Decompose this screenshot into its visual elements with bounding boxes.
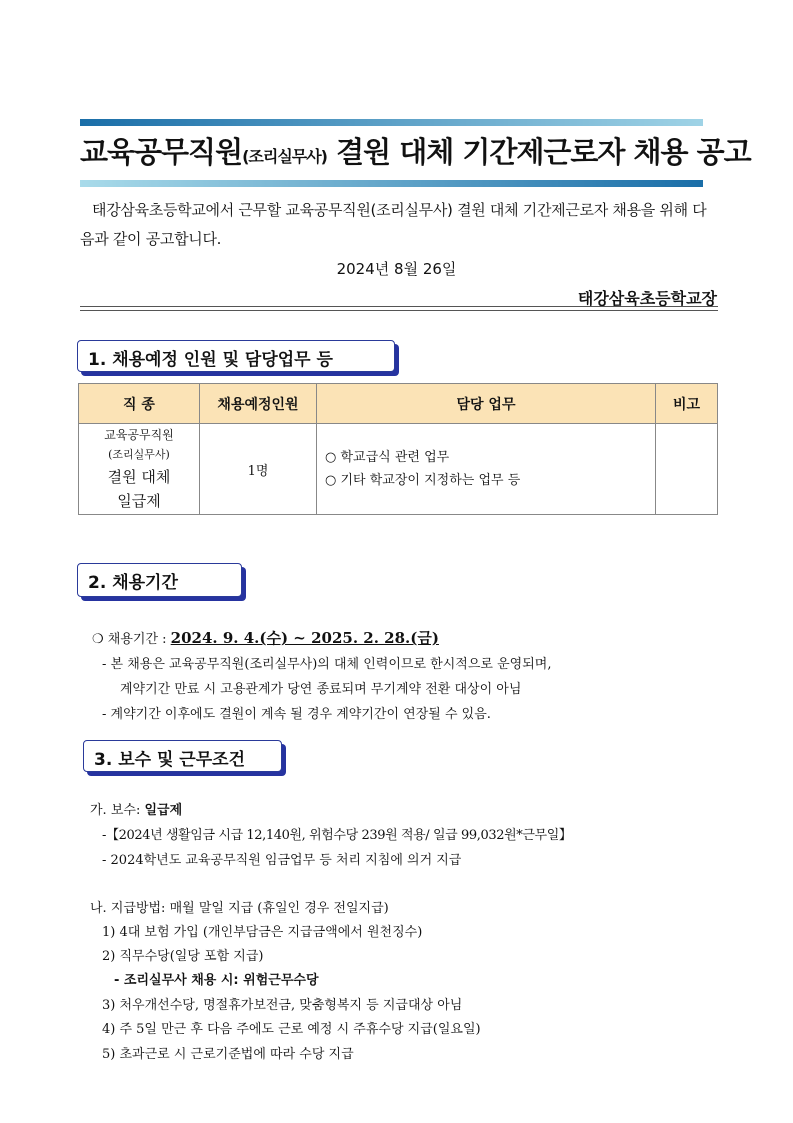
- condition-item: 5) 초과근로 시 근로기준법에 따라 수당 지급: [102, 1047, 354, 1062]
- pay-label: 가. 보수:: [90, 803, 145, 818]
- period-note: 계약기간 만료 시 고용관계가 당연 종료되며 무기계약 전환 대상이 아님: [120, 682, 522, 697]
- col-duties: 담당 업무: [317, 384, 656, 424]
- title-rest: 결원 대체 기간제근로자 채용 공고: [327, 135, 751, 169]
- job-line4: 일급제: [117, 492, 161, 510]
- condition-item: 2) 직무수당(일당 포함 지급): [102, 949, 264, 964]
- col-count: 채용예정인원: [200, 384, 317, 424]
- page-title: [80, 130, 751, 171]
- title-main: 교육공무직원: [80, 135, 243, 169]
- employment-period: [92, 627, 439, 648]
- section2-heading: 2. 채용기간: [77, 563, 242, 597]
- condition-item: 1) 4대 보험 가입 (개인부담금은 지급금액에서 원천징수): [102, 925, 423, 940]
- issuer: 태강삼육초등학교장: [577, 289, 717, 308]
- intro-text: 태강삼육초등학교에서 근무할 교육공무직원(조리실무사) 결원 대체 기간제근로자 채용을 위해 다음과 같이 공고합니다.: [80, 201, 707, 248]
- col-note: 비고: [656, 384, 718, 424]
- count-cell: 1명: [200, 424, 317, 515]
- pay-line: -【2024년 생활임금 시급 12,140원, 위험수당 239원 적용/ 일급 99,032원*근무일】: [102, 828, 572, 843]
- pay-line: - 2024학년도 교육공무직원 임금업무 등 처리 지침에 의거 지급: [102, 853, 462, 868]
- job-line2: (조리실무사): [108, 448, 170, 461]
- pay-value: 일급제: [144, 803, 183, 818]
- table-row: [79, 424, 718, 515]
- title-bottom-bar: [80, 180, 703, 187]
- recruitment-table: [78, 383, 718, 515]
- period-note: - 본 채용은 교육공무직원(조리실무사)의 대체 인력이므로 한시적으로 운영되며,: [102, 657, 552, 672]
- duty-item: ○ 기타 학교장이 지정하는 업무 등: [325, 473, 521, 488]
- col-job: 직 종: [79, 384, 200, 424]
- title-paren: (조리실무사): [242, 147, 327, 166]
- period-value: 2024. 9. 4.(수) ~ 2025. 2. 28.(금): [170, 629, 439, 647]
- duty-item: ○ 학교급식 관련 업무: [325, 450, 450, 465]
- double-rule: [80, 306, 718, 311]
- announcement-date: 2024년 8월 26일: [336, 260, 457, 278]
- note-cell: [656, 424, 718, 515]
- title-top-bar: [80, 119, 703, 126]
- job-line1: 교육공무직원: [104, 428, 174, 442]
- period-note: - 계약기간 이후에도 결원이 계속 될 경우 계약기간이 연장될 수 있음.: [102, 707, 491, 722]
- table-header-row: [79, 384, 718, 424]
- pay-type: [90, 799, 182, 818]
- job-line3: 결원 대체: [107, 468, 171, 486]
- section3-heading: 3. 보수 및 근무조건: [83, 740, 282, 772]
- period-label: ❍ 채용기간 :: [92, 632, 171, 647]
- condition-item: 3) 처우개선수당, 명절휴가보전금, 맞춤형복지 등 지급대상 아님: [102, 998, 463, 1013]
- payment-method: 나. 지급방법: 매월 말일 지급 (휴일인 경우 전일지급): [90, 901, 389, 916]
- condition-item: 4) 주 5일 만근 후 다음 주에도 근로 예정 시 주휴수당 지급(일요일): [102, 1022, 481, 1037]
- condition-subitem: - 조리실무사 채용 시: 위험근무수당: [114, 973, 319, 988]
- section1-heading: 1. 채용예정 인원 및 담당업무 등: [77, 340, 395, 372]
